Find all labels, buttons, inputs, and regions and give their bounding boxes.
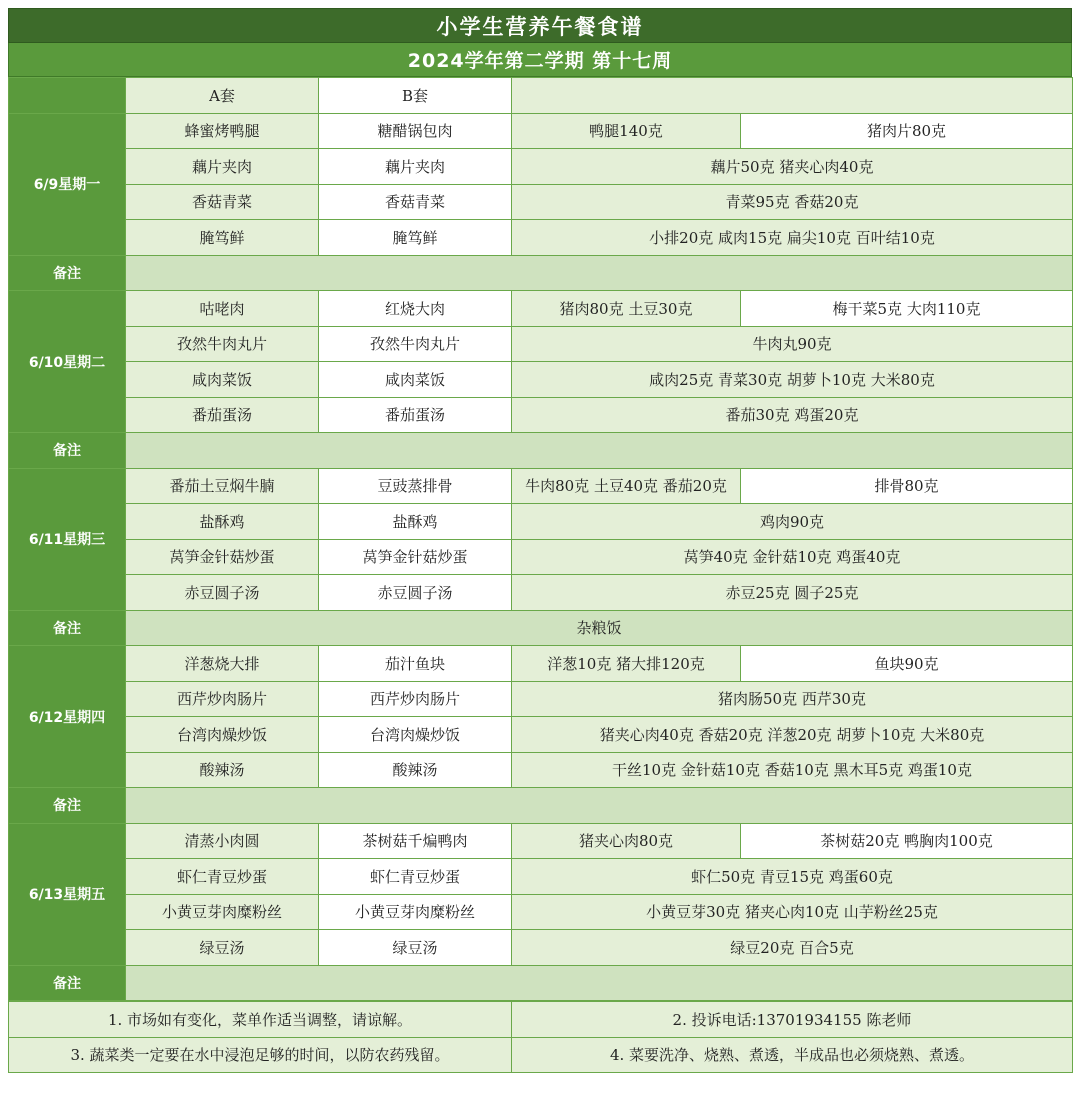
dish-row bbox=[9, 184, 1073, 220]
dish-set-a: 莴笋金针菇炒蛋 bbox=[126, 539, 319, 575]
ingredients-shared: 赤豆25克 圆子25克 bbox=[512, 575, 1073, 611]
header-ingredients bbox=[512, 78, 1073, 114]
dish-row bbox=[9, 326, 1073, 362]
ingredients-shared: 小排20克 咸肉15克 扁尖10克 百叶结10克 bbox=[512, 220, 1073, 256]
dish-set-a: 盐酥鸡 bbox=[126, 504, 319, 540]
note-content bbox=[126, 433, 1073, 469]
ingredients-shared: 干丝10克 金针菇10克 香菇10克 黑木耳5克 鸡蛋10克 bbox=[512, 752, 1073, 788]
day-label: 6/9星期一 bbox=[9, 113, 126, 255]
dish-set-b: 酸辣汤 bbox=[319, 752, 512, 788]
dish-set-a: 绿豆汤 bbox=[126, 930, 319, 966]
ingredients-set-a: 猪肉80克 土豆30克 bbox=[512, 291, 741, 327]
ingredients-set-a: 洋葱10克 猪大排120克 bbox=[512, 646, 741, 682]
dish-set-b: 番茄蛋汤 bbox=[319, 397, 512, 433]
footer-note-4: 4. 菜要洗净、烧熟、煮透，半成品也必须烧熟、煮透。 bbox=[512, 1037, 1073, 1073]
header-set-a: A套 bbox=[126, 78, 319, 114]
dish-set-b: 盐酥鸡 bbox=[319, 504, 512, 540]
dish-set-a: 清蒸小肉圆 bbox=[126, 823, 319, 859]
ingredients-shared: 小黄豆芽30克 猪夹心肉10克 山芋粉丝25克 bbox=[512, 894, 1073, 930]
ingredients-shared: 猪夹心肉40克 香菇20克 洋葱20克 胡萝卜10克 大米80克 bbox=[512, 717, 1073, 753]
dish-row bbox=[9, 220, 1073, 256]
dish-set-a: 酸辣汤 bbox=[126, 752, 319, 788]
dish-set-a: 赤豆圆子汤 bbox=[126, 575, 319, 611]
day-label: 6/11星期三 bbox=[9, 468, 126, 610]
ingredients-shared: 番茄30克 鸡蛋20克 bbox=[512, 397, 1073, 433]
dish-set-a: 孜然牛肉丸片 bbox=[126, 326, 319, 362]
note-content bbox=[126, 788, 1073, 824]
dish-set-b: 赤豆圆子汤 bbox=[319, 575, 512, 611]
dish-set-b: 西芹炒肉肠片 bbox=[319, 681, 512, 717]
note-label: 备注 bbox=[9, 965, 126, 1001]
footer-row-1 bbox=[9, 1002, 1073, 1038]
dish-set-a: 虾仁青豆炒蛋 bbox=[126, 859, 319, 895]
dish-row bbox=[9, 930, 1073, 966]
dish-row bbox=[9, 113, 1073, 149]
dish-row bbox=[9, 752, 1073, 788]
ingredients-set-b: 排骨80克 bbox=[741, 468, 1073, 504]
page-subtitle: 2024学年第二学期 第十七周 bbox=[8, 43, 1072, 77]
dish-row bbox=[9, 397, 1073, 433]
dish-set-b: 莴笋金针菇炒蛋 bbox=[319, 539, 512, 575]
dish-row bbox=[9, 894, 1073, 930]
menu-sheet bbox=[8, 8, 1072, 1073]
ingredients-set-a: 猪夹心肉80克 bbox=[512, 823, 741, 859]
day-label: 6/10星期二 bbox=[9, 291, 126, 433]
note-content: 杂粮饭 bbox=[126, 610, 1073, 646]
dish-set-a: 番茄蛋汤 bbox=[126, 397, 319, 433]
ingredients-set-b: 鱼块90克 bbox=[741, 646, 1073, 682]
dish-set-b: 豆豉蒸排骨 bbox=[319, 468, 512, 504]
dish-set-a: 藕片夹肉 bbox=[126, 149, 319, 185]
dish-set-b: 绿豆汤 bbox=[319, 930, 512, 966]
note-label: 备注 bbox=[9, 255, 126, 291]
dish-set-a: 咸肉菜饭 bbox=[126, 362, 319, 398]
dish-set-b: 香菇青菜 bbox=[319, 184, 512, 220]
ingredients-shared: 虾仁50克 青豆15克 鸡蛋60克 bbox=[512, 859, 1073, 895]
note-label: 备注 bbox=[9, 610, 126, 646]
dish-set-a: 番茄土豆焖牛腩 bbox=[126, 468, 319, 504]
dish-set-b: 虾仁青豆炒蛋 bbox=[319, 859, 512, 895]
dish-set-b: 咸肉菜饭 bbox=[319, 362, 512, 398]
dish-set-a: 洋葱烧大排 bbox=[126, 646, 319, 682]
footer-table bbox=[8, 1001, 1073, 1073]
dish-set-a: 香菇青菜 bbox=[126, 184, 319, 220]
ingredients-shared: 牛肉丸90克 bbox=[512, 326, 1073, 362]
ingredients-set-b: 茶树菇20克 鸭胸肉100克 bbox=[741, 823, 1073, 859]
dish-set-a: 腌笃鲜 bbox=[126, 220, 319, 256]
header-set-b: B套 bbox=[319, 78, 512, 114]
note-row bbox=[9, 255, 1073, 291]
dish-set-b: 藕片夹肉 bbox=[319, 149, 512, 185]
ingredients-set-b: 梅干菜5克 大肉110克 bbox=[741, 291, 1073, 327]
ingredients-set-a: 鸭腿140克 bbox=[512, 113, 741, 149]
ingredients-shared: 咸肉25克 青菜30克 胡萝卜10克 大米80克 bbox=[512, 362, 1073, 398]
day-label: 6/13星期五 bbox=[9, 823, 126, 965]
ingredients-shared: 莴笋40克 金针菇10克 鸡蛋40克 bbox=[512, 539, 1073, 575]
footer-row-2 bbox=[9, 1037, 1073, 1073]
dish-set-b: 茶树菇千煸鸭肉 bbox=[319, 823, 512, 859]
ingredients-shared: 绿豆20克 百合5克 bbox=[512, 930, 1073, 966]
dish-row bbox=[9, 646, 1073, 682]
ingredients-shared: 藕片50克 猪夹心肉40克 bbox=[512, 149, 1073, 185]
ingredients-set-b: 猪肉片80克 bbox=[741, 113, 1073, 149]
ingredients-shared: 猪肉肠50克 西芹30克 bbox=[512, 681, 1073, 717]
note-row bbox=[9, 965, 1073, 1001]
footer-note-1: 1. 市场如有变化，菜单作适当调整，请谅解。 bbox=[9, 1002, 512, 1038]
dish-set-b: 茄汁鱼块 bbox=[319, 646, 512, 682]
note-content bbox=[126, 255, 1073, 291]
note-row bbox=[9, 788, 1073, 824]
dish-row bbox=[9, 468, 1073, 504]
dish-row bbox=[9, 717, 1073, 753]
dish-set-a: 咕咾肉 bbox=[126, 291, 319, 327]
header-corner bbox=[9, 78, 126, 114]
dish-set-b: 台湾肉燥炒饭 bbox=[319, 717, 512, 753]
note-row bbox=[9, 610, 1073, 646]
menu-table bbox=[8, 77, 1073, 1001]
dish-row bbox=[9, 504, 1073, 540]
dish-row bbox=[9, 539, 1073, 575]
dish-row bbox=[9, 823, 1073, 859]
dish-row bbox=[9, 859, 1073, 895]
dish-row bbox=[9, 362, 1073, 398]
dish-set-a: 蜂蜜烤鸭腿 bbox=[126, 113, 319, 149]
dish-set-b: 孜然牛肉丸片 bbox=[319, 326, 512, 362]
dish-row bbox=[9, 291, 1073, 327]
note-label: 备注 bbox=[9, 433, 126, 469]
dish-row bbox=[9, 575, 1073, 611]
ingredients-shared: 青菜95克 香菇20克 bbox=[512, 184, 1073, 220]
menu-table-body bbox=[9, 78, 1073, 1001]
dish-set-a: 台湾肉燥炒饭 bbox=[126, 717, 319, 753]
note-content bbox=[126, 965, 1073, 1001]
footer-note-2: 2. 投诉电话:13701934155 陈老师 bbox=[512, 1002, 1073, 1038]
dish-set-b: 小黄豆芽肉糜粉丝 bbox=[319, 894, 512, 930]
dish-set-b: 糖醋锅包肉 bbox=[319, 113, 512, 149]
ingredients-set-a: 牛肉80克 土豆40克 番茄20克 bbox=[512, 468, 741, 504]
dish-set-b: 腌笃鲜 bbox=[319, 220, 512, 256]
note-label: 备注 bbox=[9, 788, 126, 824]
footer-note-3: 3. 蔬菜类一定要在水中浸泡足够的时间，以防农药残留。 bbox=[9, 1037, 512, 1073]
day-label: 6/12星期四 bbox=[9, 646, 126, 788]
ingredients-shared: 鸡肉90克 bbox=[512, 504, 1073, 540]
dish-set-b: 红烧大肉 bbox=[319, 291, 512, 327]
header-row bbox=[9, 78, 1073, 114]
dish-row bbox=[9, 681, 1073, 717]
dish-set-a: 小黄豆芽肉糜粉丝 bbox=[126, 894, 319, 930]
page-title: 小学生营养午餐食谱 bbox=[8, 8, 1072, 43]
note-row bbox=[9, 433, 1073, 469]
dish-set-a: 西芹炒肉肠片 bbox=[126, 681, 319, 717]
dish-row bbox=[9, 149, 1073, 185]
